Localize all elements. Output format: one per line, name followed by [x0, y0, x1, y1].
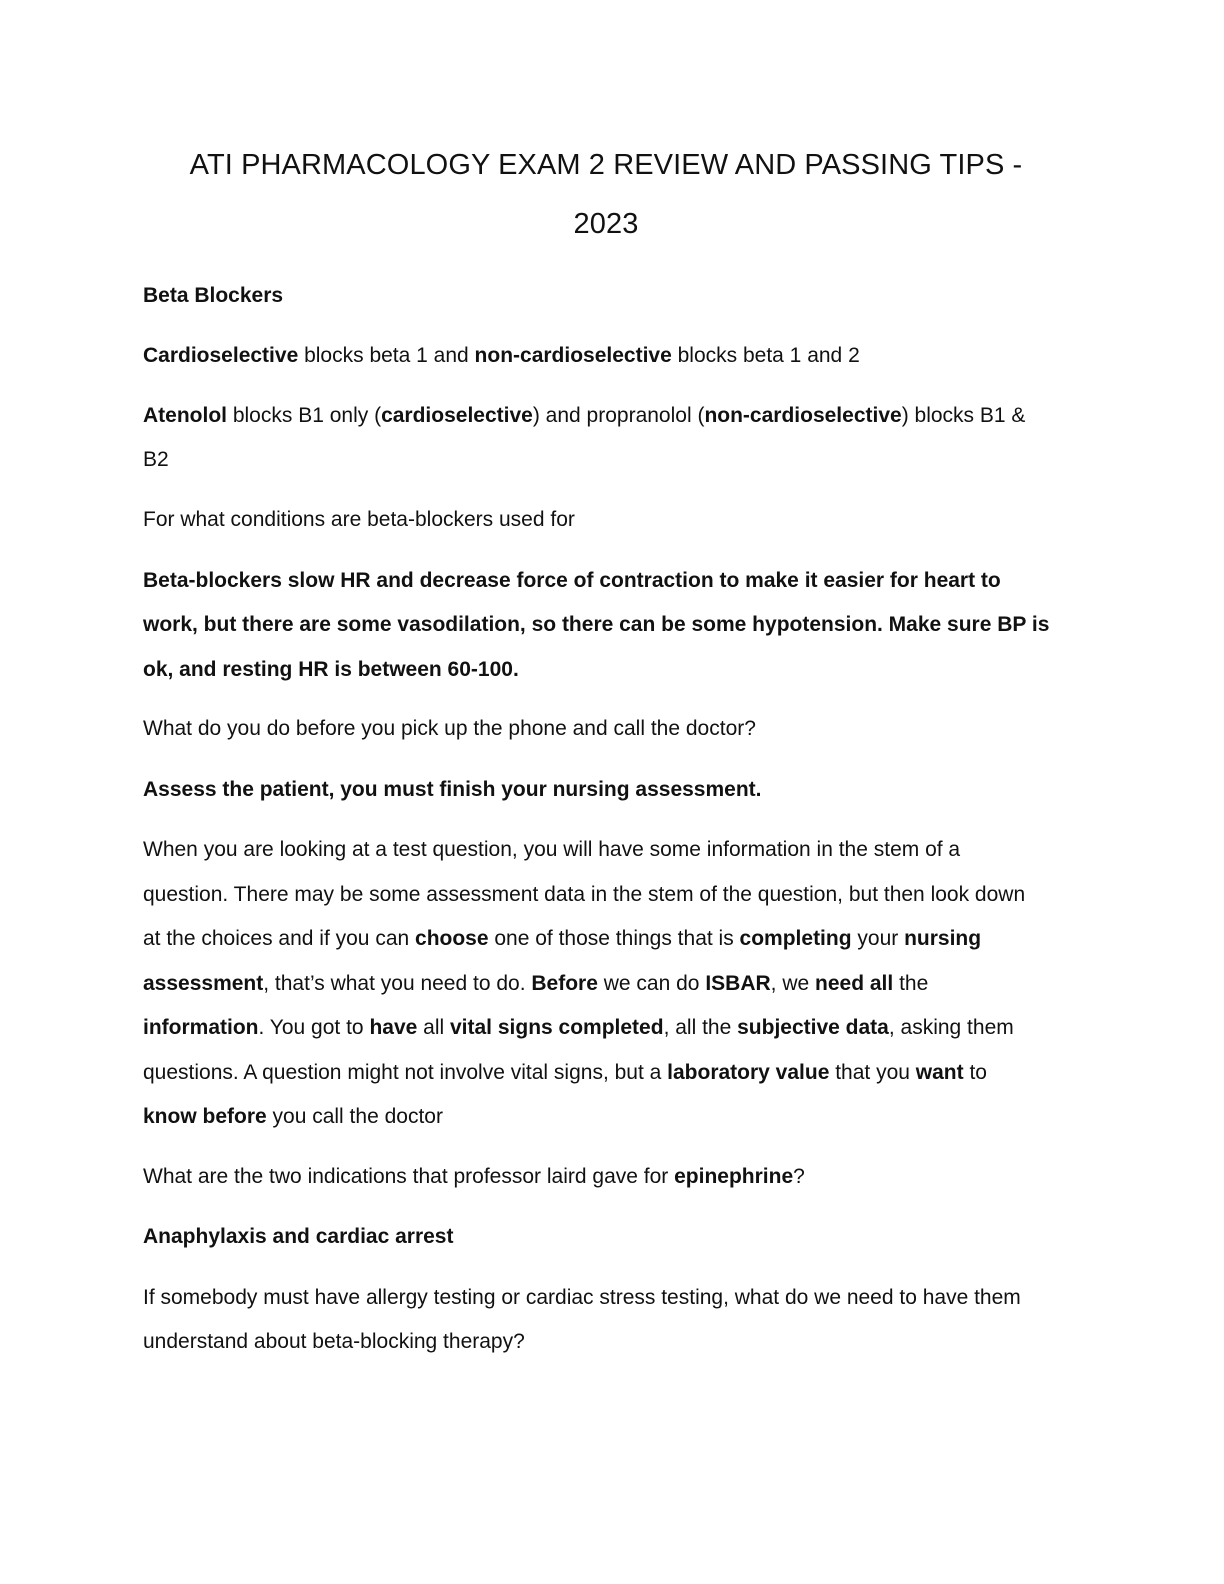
question-testing-line-1: If somebody must have allergy testing or cardiac stress testing, what do we need to have them	[143, 1286, 1021, 1309]
bold-term: epinephrine	[674, 1165, 794, 1188]
answer-conditions-line-1: Beta-blockers slow HR and decrease force of contraction to make it easier for heart to	[143, 569, 1001, 592]
bold-term: know before	[143, 1105, 267, 1128]
title-line-1: ATI PHARMACOLOGY EXAM 2 REVIEW AND PASSING TIPS -	[189, 149, 1023, 181]
paragraph-line-4	[143, 962, 1083, 1007]
text-run: you call the doctor	[266, 1105, 443, 1128]
paragraph-line-3	[143, 917, 1083, 962]
bold-term: choose	[415, 927, 489, 950]
atenolol-line	[143, 394, 1083, 439]
bold-term: Before	[531, 972, 598, 995]
text-run: all	[417, 1016, 450, 1039]
bold-term: ISBAR	[705, 972, 771, 995]
answer-conditions-line-2: work, but there are some vasodilation, so there can be some hypotension. Make sure BP is	[143, 613, 1050, 636]
question-epinephrine	[143, 1155, 1083, 1200]
bold-term: Cardioselective	[143, 344, 299, 367]
bold-term: non-cardioselective	[704, 404, 902, 427]
text-run: questions. A question might not involve vital signs, but a	[143, 1061, 668, 1084]
text-run: that you	[829, 1061, 916, 1084]
bold-term: cardioselective	[381, 404, 533, 427]
text-run: . You got to	[258, 1016, 370, 1039]
paragraph-line-6	[143, 1051, 1083, 1096]
text-run: the	[893, 972, 929, 995]
bold-term: nursing	[904, 927, 982, 950]
bold-term: non-cardioselective	[474, 344, 672, 367]
text-run: blocks beta 1 and	[298, 344, 475, 367]
text-run: blocks B1 only (	[227, 404, 382, 427]
bold-term: laboratory value	[667, 1061, 830, 1084]
atenolol-line-continued: B2	[143, 448, 169, 471]
bold-term: Atenolol	[143, 404, 227, 427]
document-title	[143, 136, 1069, 254]
bold-term: need all	[815, 972, 894, 995]
text-run: ) and propranolol (	[532, 404, 705, 427]
bold-term: completing	[739, 927, 852, 950]
bold-term: information	[143, 1016, 259, 1039]
text-run: one of those things that is	[488, 927, 740, 950]
bold-term: subjective data	[737, 1016, 889, 1039]
paragraph-line-7	[143, 1095, 1083, 1140]
answer-epinephrine: Anaphylaxis and cardiac arrest	[143, 1225, 454, 1248]
answer-before-call: Assess the patient, you must finish your nursing assessment.	[143, 778, 762, 801]
bold-term: assessment	[143, 972, 264, 995]
section-heading: Beta Blockers	[143, 284, 284, 307]
title-line-2: 2023	[573, 208, 639, 240]
text-run: blocks beta 1 and 2	[671, 344, 860, 367]
text-run: What are the two indications that professor laird gave for	[143, 1165, 675, 1188]
question-before-call: What do you do before you pick up the phone and call the doctor?	[143, 717, 756, 740]
paragraph-line-2: question. There may be some assessment data in the stem of the question, but then look down	[143, 883, 1026, 906]
text-run: , we	[770, 972, 816, 995]
text-run: to	[963, 1061, 987, 1084]
bold-term: want	[915, 1061, 964, 1084]
text-run: ?	[793, 1165, 805, 1188]
question-conditions: For what conditions are beta-blockers used for	[143, 508, 575, 531]
text-run: ) blocks B1 &	[901, 404, 1026, 427]
paragraph-line-5	[143, 1006, 1083, 1051]
answer-conditions-line-3: ok, and resting HR is between 60-100.	[143, 658, 519, 681]
bold-term: have	[369, 1016, 418, 1039]
text-run: , all the	[663, 1016, 738, 1039]
text-run: we can do	[597, 972, 706, 995]
cardioselective-line	[143, 334, 1083, 379]
question-testing-line-2: understand about beta-blocking therapy?	[143, 1330, 525, 1353]
text-run: , that’s what you need to do.	[263, 972, 532, 995]
bold-term: vital signs completed	[450, 1016, 664, 1039]
text-run: , asking them	[888, 1016, 1014, 1039]
paragraph-line-1: When you are looking at a test question, you will have some information in the stem of a	[143, 838, 961, 861]
text-run: at the choices and if you can	[143, 927, 416, 950]
text-run: your	[851, 927, 905, 950]
